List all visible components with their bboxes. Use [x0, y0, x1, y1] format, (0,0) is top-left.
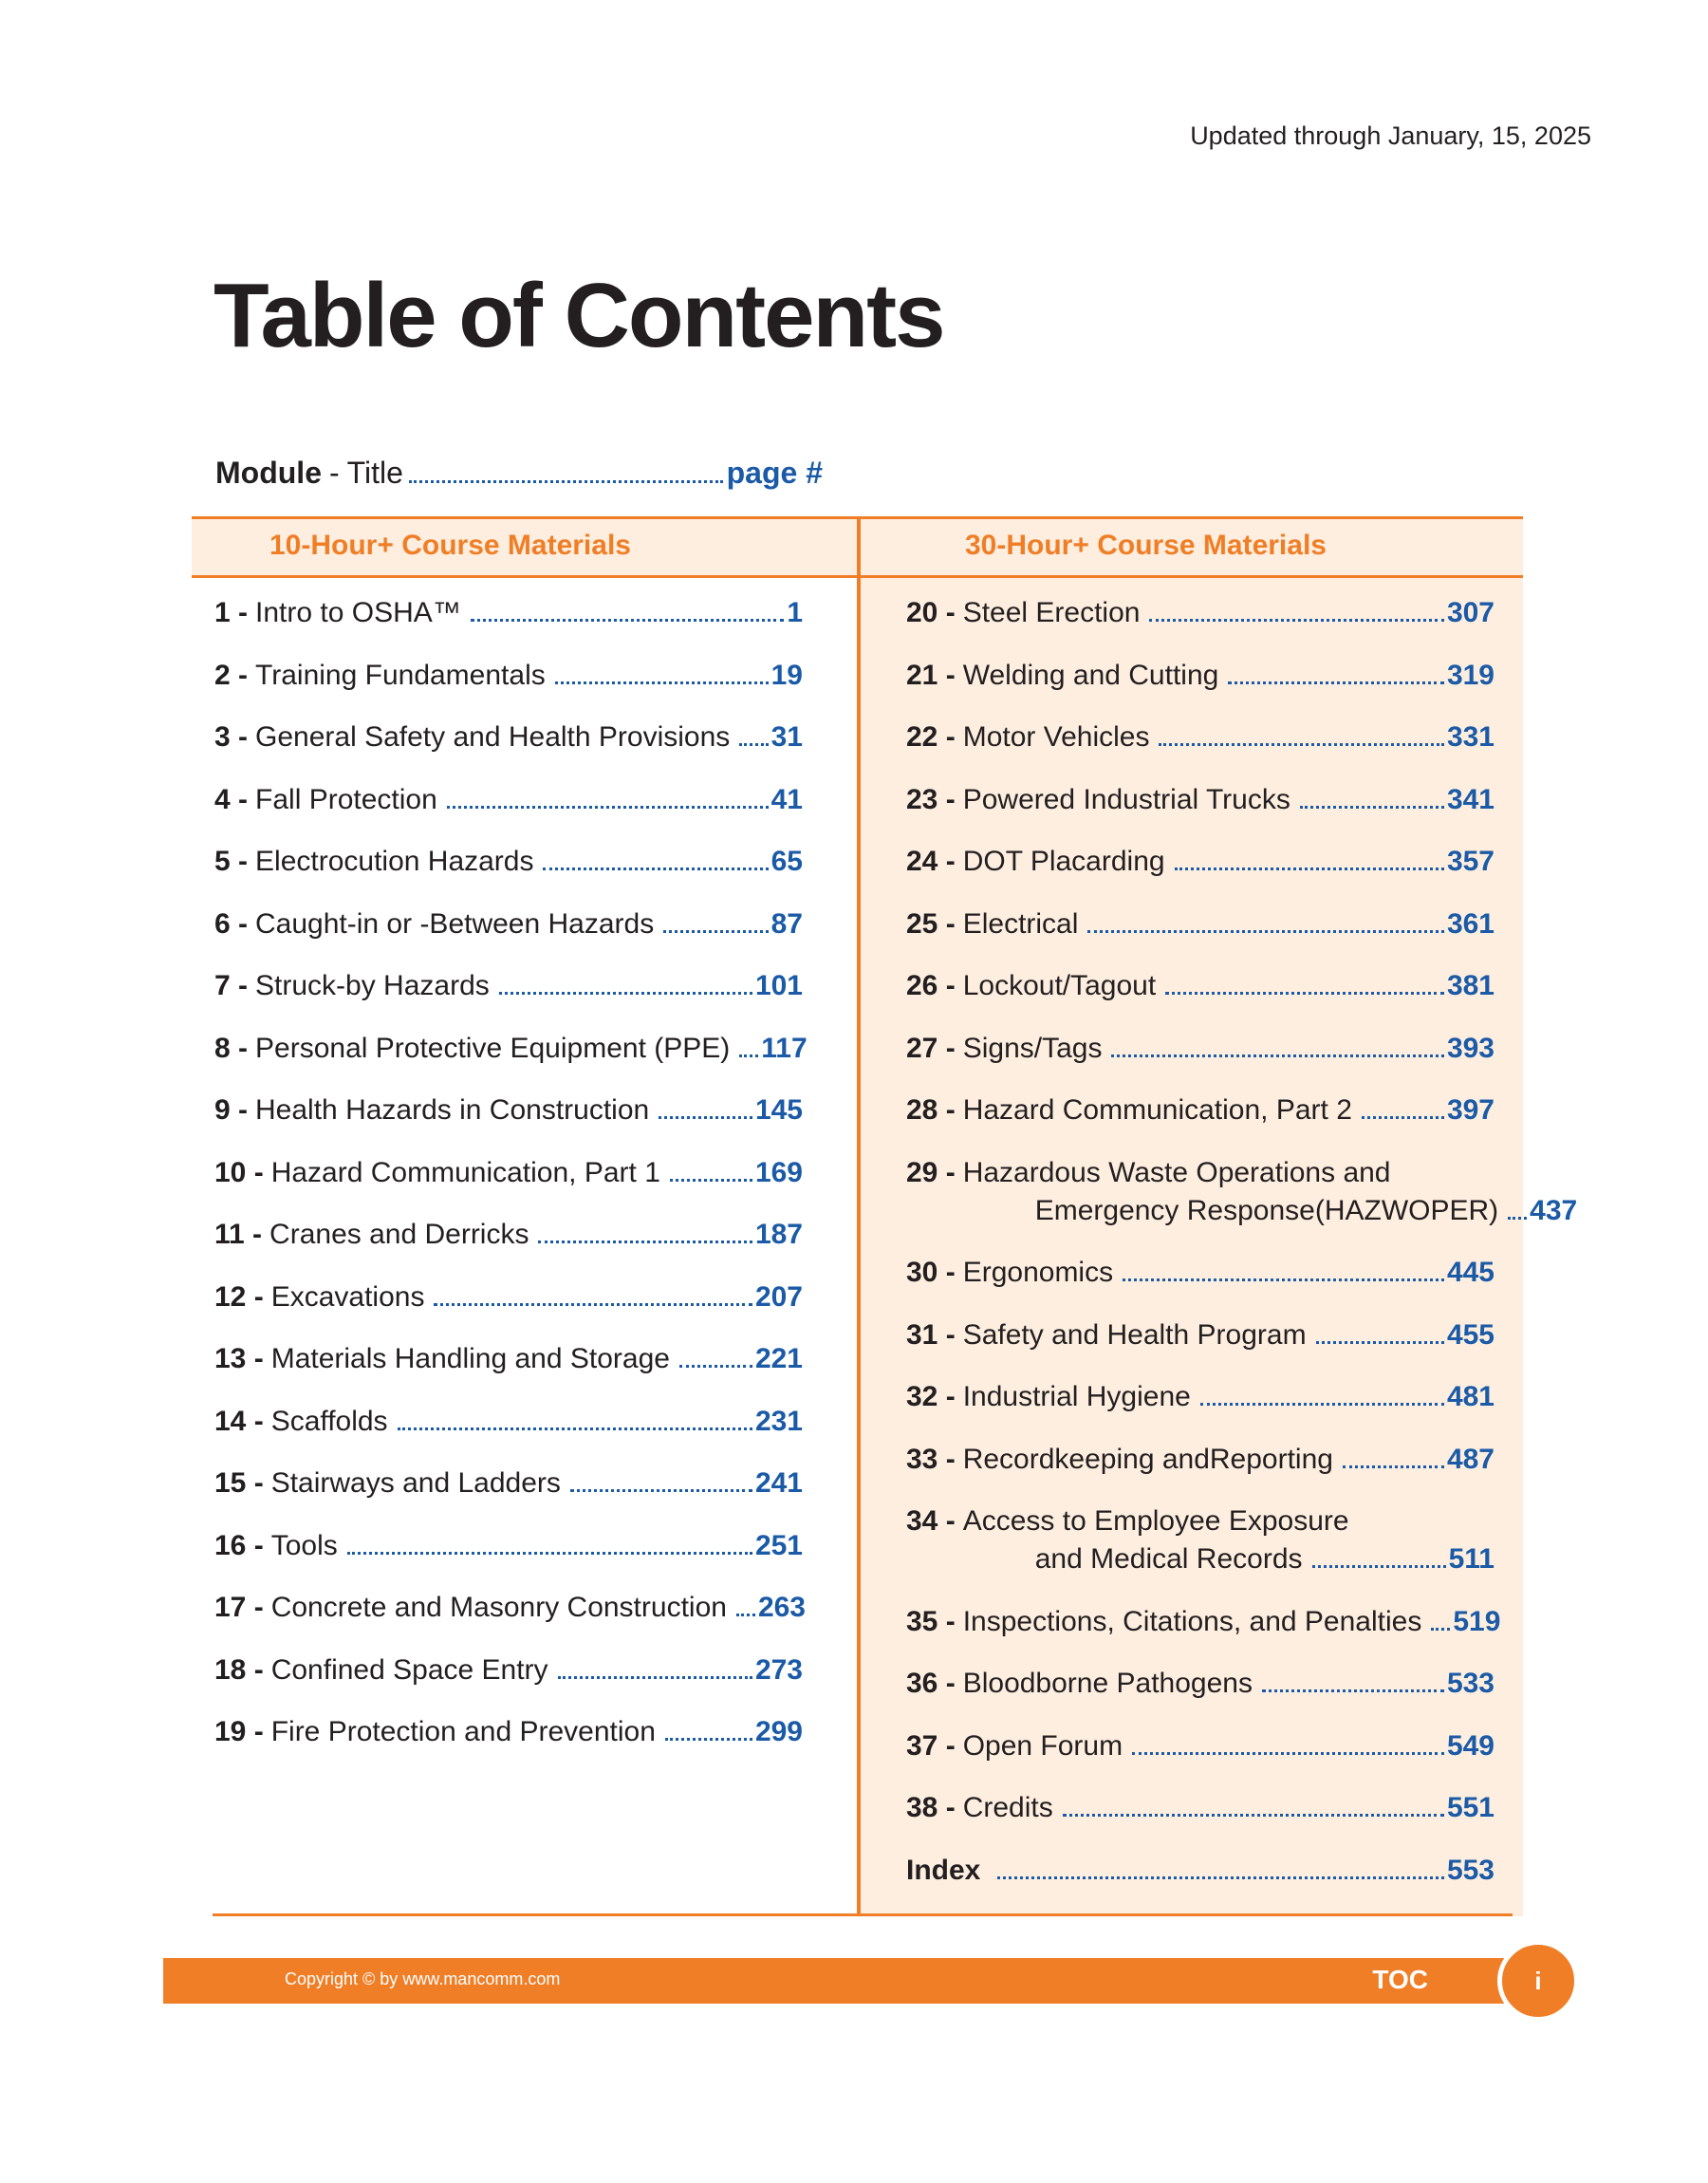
entry-number: 21 -	[906, 659, 956, 691]
entry-title: Concrete and Masonry Construction	[270, 1592, 727, 1623]
toc-entry[interactable]	[214, 594, 803, 632]
leader-dots	[347, 1552, 752, 1555]
entry-page: 101	[754, 970, 803, 1001]
entry-title: Welding and Cutting	[962, 659, 1219, 691]
leader-dots	[1087, 930, 1444, 933]
leader-dots	[471, 619, 785, 622]
entry-page: 361	[1446, 907, 1494, 940]
left-column	[192, 516, 859, 1916]
toc-entry[interactable]	[214, 843, 803, 881]
entry-title: Signs/Tags	[962, 1032, 1103, 1064]
leader-dots	[1316, 1341, 1444, 1344]
leader-dots	[1111, 1054, 1443, 1057]
toc-entry[interactable]	[214, 1340, 803, 1378]
entry-number: 13 -	[214, 1343, 264, 1374]
leader-dots	[1431, 1628, 1450, 1631]
leader-dots	[1063, 1814, 1444, 1817]
entry-number: 37 -	[906, 1729, 956, 1762]
toc-entry[interactable]	[906, 1254, 1494, 1292]
entry-number: 22 -	[906, 721, 956, 753]
entry-page: 31	[770, 721, 803, 753]
toc-entry[interactable]	[214, 1154, 803, 1192]
entry-number: 11 -	[214, 1219, 263, 1250]
entry-number: 29 -	[906, 1156, 956, 1188]
entry-number: 9 -	[214, 1094, 249, 1126]
left-entry-list	[214, 594, 808, 1776]
entry-page: 145	[754, 1094, 803, 1126]
page-number-badge: i	[1497, 1940, 1579, 2022]
entry-title: Safety and Health Program	[962, 1318, 1307, 1351]
entry-number: 28 -	[906, 1094, 956, 1126]
leader-dots	[1312, 1565, 1446, 1568]
entry-number: 19 -	[214, 1716, 264, 1747]
toc-entry[interactable]	[214, 1713, 803, 1751]
leader-dots	[663, 930, 768, 933]
entry-number: 26 -	[906, 970, 956, 1001]
leader-dots	[558, 1676, 752, 1679]
legend-separator: -	[328, 456, 340, 490]
entry-title: Intro to OSHA™	[255, 597, 461, 628]
footer-section-label: TOC	[1372, 1965, 1428, 1994]
entry-page: 519	[1453, 1605, 1501, 1637]
entry-title: Fire Protection and Prevention	[270, 1716, 656, 1747]
leader-dots	[538, 1241, 752, 1243]
entry-number: 1 -	[214, 597, 249, 628]
toc-entry[interactable]	[214, 781, 803, 819]
toc-entry[interactable]	[906, 781, 1494, 819]
entry-title: Scaffolds	[270, 1405, 388, 1437]
entry-page: 481	[1446, 1381, 1494, 1412]
toc-entry[interactable]	[906, 657, 1494, 695]
entry-number: 10 -	[214, 1156, 264, 1188]
toc-entry[interactable]	[214, 1403, 803, 1441]
entry-number: 5 -	[214, 846, 249, 877]
entry-page: 65	[770, 846, 803, 877]
entry-number: 38 -	[906, 1792, 956, 1823]
leader-dots	[1132, 1752, 1444, 1755]
entry-title: Personal Protective Equipment (PPE)	[255, 1032, 731, 1064]
entry-page: 393	[1446, 1032, 1494, 1064]
updated-date: Updated through January, 15, 2025	[1190, 121, 1591, 150]
entry-number: 3 -	[214, 721, 249, 753]
entry-title-line2: and Medical Records	[1034, 1543, 1303, 1575]
entry-number: 15 -	[214, 1467, 264, 1499]
page-title: Table of Contents	[214, 265, 944, 366]
leader-dots	[1175, 868, 1444, 870]
entry-title-line2: Emergency Response(HAZWOPER)	[1034, 1194, 1499, 1226]
leader-dots	[543, 868, 768, 870]
toc-entry[interactable]	[906, 1316, 1494, 1354]
toc-entry[interactable]	[214, 1589, 806, 1627]
leader-dots	[1262, 1689, 1444, 1692]
entry-page: 1	[787, 597, 803, 628]
entry-page: 551	[1446, 1792, 1494, 1823]
leader-dots	[670, 1179, 752, 1182]
entry-page: 533	[1446, 1668, 1494, 1699]
entry-page: 341	[1446, 783, 1494, 815]
entry-page: 187	[754, 1219, 803, 1250]
leader-dots	[499, 992, 752, 995]
entry-number: 25 -	[906, 907, 956, 940]
leader-dots	[447, 806, 769, 809]
entry-title: Caught-in or -Between Hazards	[255, 907, 655, 940]
toc-entry[interactable]	[906, 1665, 1494, 1703]
leader-dots	[1149, 619, 1443, 622]
entry-page: 221	[754, 1343, 803, 1374]
toc-entry[interactable]	[906, 718, 1494, 756]
entry-title: Ergonomics	[962, 1257, 1114, 1288]
entry-number: 27 -	[906, 1032, 956, 1064]
leader-dots	[434, 1303, 752, 1306]
toc-entry[interactable]	[906, 1789, 1494, 1827]
entry-page: 231	[754, 1405, 803, 1437]
entry-title: Cranes and Derricks	[269, 1219, 529, 1250]
right-entry-list	[906, 594, 1578, 1913]
entry-title: Industrial Hygiene	[962, 1381, 1191, 1412]
entry-page: 41	[770, 783, 803, 815]
entry-page: 487	[1446, 1443, 1494, 1475]
entry-title-continued	[963, 1192, 1578, 1230]
toc-entry[interactable]	[906, 1727, 1494, 1765]
entry-title: Bloodborne Pathogens	[962, 1668, 1253, 1699]
toc-entry[interactable]	[906, 1441, 1494, 1479]
legend-module: Module	[215, 456, 322, 490]
entry-page: 437	[1530, 1194, 1578, 1226]
toc-entry[interactable]	[906, 594, 1494, 632]
entry-number: 30 -	[906, 1257, 956, 1288]
entry-page: 251	[754, 1529, 803, 1561]
toc-entry[interactable]	[214, 1030, 808, 1068]
entry-number: 34 -	[906, 1505, 956, 1537]
toc-entry[interactable]	[214, 657, 803, 695]
legend-leader-dots	[409, 480, 723, 483]
entry-number: 23 -	[906, 783, 956, 815]
leader-dots	[736, 1614, 755, 1616]
entry-page: 381	[1446, 970, 1494, 1001]
entry-title: Struck-by Hazards	[255, 970, 490, 1001]
entry-number: 32 -	[906, 1381, 956, 1412]
entry-page: 357	[1446, 846, 1494, 877]
toc-entry[interactable]	[906, 905, 1494, 943]
entry-title: DOT Placarding	[962, 846, 1165, 877]
entry-number: 4 -	[214, 783, 249, 815]
entry-title: Access to Employee Exposure	[962, 1505, 1349, 1537]
leader-dots	[659, 1116, 752, 1119]
leader-dots	[1165, 992, 1444, 995]
toc-entry[interactable]	[214, 1216, 803, 1254]
entry-page: 511	[1448, 1543, 1494, 1575]
entry-page: 553	[1446, 1854, 1494, 1886]
right-column-panel	[859, 516, 1578, 1916]
legend-title: Title	[346, 456, 403, 490]
toc-entry[interactable]	[906, 1030, 1494, 1068]
toc-table	[192, 516, 1578, 1916]
entry-page: 299	[754, 1716, 803, 1747]
right-column-heading: 30-Hour+ Course Materials	[965, 530, 1327, 561]
toc-entry[interactable]	[906, 1502, 1494, 1578]
toc-entry[interactable]	[214, 967, 803, 1005]
entry-title: General Safety and Health Provisions	[255, 721, 731, 753]
entry-title: Health Hazards in Construction	[255, 1094, 650, 1126]
toc-entry[interactable]	[906, 1154, 1578, 1230]
entry-title: Hazard Communication, Part 1	[270, 1156, 660, 1188]
toc-entry[interactable]	[906, 1378, 1494, 1416]
entry-title: Tools	[270, 1529, 338, 1561]
leader-dots	[739, 1054, 758, 1057]
leader-dots	[1343, 1465, 1444, 1468]
entry-title: Credits	[962, 1792, 1053, 1823]
toc-entry[interactable]	[906, 1852, 1494, 1890]
leader-dots	[398, 1427, 752, 1430]
toc-entry[interactable]	[214, 1651, 803, 1689]
entry-page: 307	[1446, 597, 1494, 628]
entry-number: 33 -	[906, 1443, 956, 1475]
leader-dots	[739, 743, 768, 746]
entry-number: 2 -	[214, 659, 249, 691]
entry-title: Materials Handling and Storage	[270, 1343, 670, 1374]
toc-entry[interactable]	[214, 1527, 803, 1565]
entry-page: 241	[754, 1467, 803, 1499]
entry-title-block	[963, 1502, 1494, 1578]
leader-dots	[1228, 681, 1444, 684]
entry-page: 87	[770, 907, 803, 940]
entry-number: 35 -	[906, 1605, 956, 1637]
entry-number: 6 -	[214, 907, 249, 940]
entry-page: 397	[1446, 1094, 1494, 1126]
entry-title: Confined Space Entry	[270, 1653, 548, 1686]
leader-dots	[1200, 1403, 1444, 1406]
footer-bar	[163, 1958, 1504, 2004]
entry-page: 117	[761, 1032, 808, 1064]
entry-title: Electrocution Hazards	[255, 846, 534, 877]
entry-number: Index	[906, 1854, 981, 1886]
entry-title: Steel Erection	[962, 597, 1141, 628]
leader-dots	[665, 1738, 752, 1741]
entry-title: Hazard Communication, Part 2	[962, 1094, 1352, 1126]
entry-title: Electrical	[962, 907, 1079, 940]
entry-number: 16 -	[214, 1529, 264, 1561]
entry-number: 20 -	[906, 597, 956, 628]
entry-page: 273	[754, 1653, 803, 1686]
entry-title: Excavations	[270, 1280, 425, 1313]
entry-title: Fall Protection	[255, 783, 437, 815]
bottom-rule	[213, 1913, 1513, 1916]
entry-page: 207	[754, 1280, 803, 1313]
entry-number: 12 -	[214, 1280, 264, 1313]
entry-page: 331	[1446, 721, 1494, 753]
entry-number: 24 -	[906, 846, 956, 877]
entry-number: 31 -	[906, 1318, 956, 1351]
entry-title: Hazardous Waste Operations and	[962, 1156, 1391, 1188]
toc-entry[interactable]	[214, 1092, 803, 1129]
leader-dots	[679, 1365, 752, 1368]
leader-dots	[1508, 1217, 1527, 1220]
entry-title: Recordkeeping andReporting	[962, 1443, 1333, 1475]
leader-dots	[1123, 1278, 1444, 1281]
leader-dots	[555, 681, 769, 684]
entry-number: 36 -	[906, 1668, 956, 1699]
toc-entry[interactable]	[214, 1278, 803, 1316]
toc-entry[interactable]	[214, 905, 803, 943]
legend-page: page #	[726, 456, 823, 490]
entry-page: 263	[757, 1592, 806, 1623]
entry-number: 14 -	[214, 1405, 264, 1437]
toc-entry[interactable]	[214, 1465, 803, 1502]
entry-page: 455	[1446, 1318, 1494, 1351]
leader-dots	[997, 1876, 1444, 1879]
toc-entry[interactable]	[906, 1603, 1501, 1641]
entry-number: 17 -	[214, 1592, 264, 1623]
entry-title: Motor Vehicles	[962, 721, 1150, 753]
entry-title-continued	[963, 1540, 1494, 1578]
entry-title: Training Fundamentals	[255, 659, 546, 691]
entry-number: 8 -	[214, 1032, 249, 1064]
entry-title: Lockout/Tagout	[962, 970, 1157, 1001]
entry-page: 169	[754, 1156, 803, 1188]
toc-legend	[215, 456, 823, 491]
leader-dots	[1159, 743, 1443, 746]
entry-title: Inspections, Citations, and Penalties	[962, 1605, 1422, 1637]
leader-dots	[1300, 806, 1444, 809]
entry-title: Stairways and Ladders	[270, 1467, 561, 1499]
leader-dots	[570, 1489, 752, 1492]
entry-page: 319	[1446, 659, 1494, 691]
entry-page: 445	[1446, 1257, 1494, 1288]
entry-number: 7 -	[214, 970, 249, 1001]
entry-number: 18 -	[214, 1653, 264, 1686]
toc-entry[interactable]	[906, 843, 1494, 881]
column-divider	[857, 516, 861, 1916]
left-column-heading: 10-Hour+ Course Materials	[269, 530, 631, 561]
entry-title: Open Forum	[962, 1729, 1123, 1762]
entry-title-block	[963, 1154, 1578, 1230]
toc-entry[interactable]	[906, 967, 1494, 1005]
toc-entry[interactable]	[906, 1092, 1494, 1129]
leader-dots	[1362, 1116, 1444, 1119]
entry-page: 19	[770, 659, 803, 691]
copyright: Copyright © by www.mancomm.com	[285, 1969, 561, 1988]
entry-title: Powered Industrial Trucks	[962, 783, 1290, 815]
toc-entry[interactable]	[214, 718, 803, 756]
entry-page: 549	[1446, 1729, 1494, 1762]
